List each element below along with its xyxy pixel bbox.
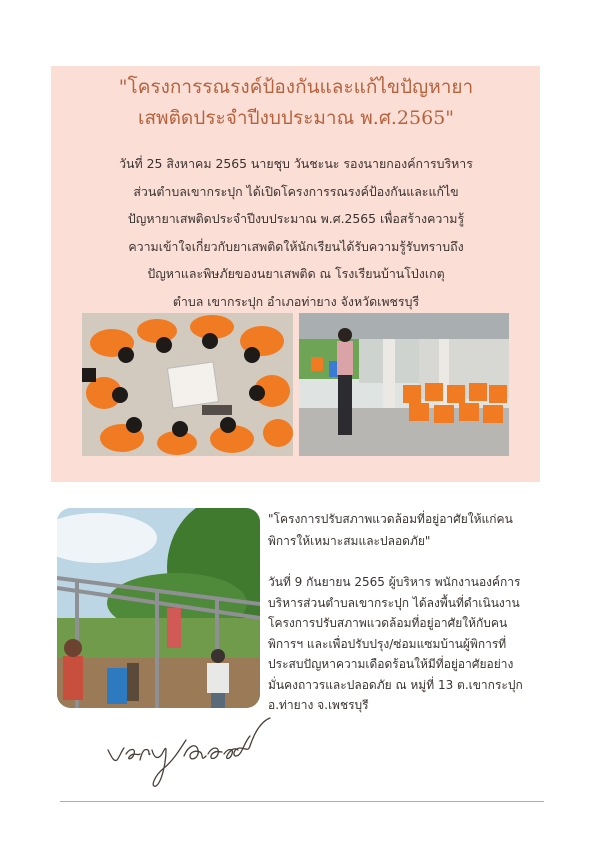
quote-line: "โครงการปรับสภาพแวดล้อมที่อยู่อาศัยให้แก่คน	[268, 512, 513, 526]
body-line: ส่วนตำบลเขากระปุก ได้เปิดโครงการรณรงค์ป้องกันและแก้ไข	[133, 183, 459, 199]
body-line: วันที่ 25 สิงหาคม 2565 นายชุบ วันชะนะ รองนายกองค์การบริหาร	[119, 156, 473, 171]
title-line: เสพติดประจำปีงบประมาณ พ.ศ.2565"	[137, 107, 455, 129]
section1-title	[60, 72, 532, 134]
body-line: ปัญหายาเสพติดประจำปีงบประมาณ พ.ศ.2565 เพื่อสร้างความรู้	[127, 211, 465, 226]
students-circle-photo	[82, 313, 293, 456]
body-line: บริหารส่วนตำบลเขากระปุก ได้ลงพื้นที่ดำเนินงาน	[268, 595, 520, 610]
body-line: ปัญหาและพิษภัยของนยาเสพติด ณ โรงเรียนบ้านโป่งเกตุ	[147, 266, 445, 281]
body-line: พิการฯ และเพื่อปรับปรุง/ซ่อมแซมบ้านผู้พิการที่	[268, 636, 507, 651]
section2-body	[268, 572, 558, 716]
construction-site-photo	[57, 508, 260, 708]
section1-body	[60, 150, 532, 315]
body-line: มั่นคงถาวรและปลอดภัย ณ หมู่ที่ 13 ต.เขากระปุก	[268, 677, 523, 692]
quote-line: พิการให้เหมาะสมและปลอดภัย"	[268, 534, 431, 548]
title-line: "โครงการรณรงค์ป้องกันและแก้ไขปัญหายา	[118, 76, 474, 98]
body-line: วันที่ 9 กันยายน 2565 ผู้บริหาร พนักงานองค์การ	[268, 575, 521, 589]
footer-divider	[60, 801, 544, 802]
body-line: ตำบล เขากระปุก อำเภอท่ายาง จังหวัดเพชรบุรี	[172, 293, 420, 309]
body-line: ประสบปัญหาความเดือดร้อนให้มีที่อยู่อาศัยอย่าง	[268, 657, 514, 671]
body-line: โครงการปรับสภาพแวดล้อมที่อยู่อาศัยให้กับคน	[268, 616, 508, 630]
body-line: อ.ท่ายาง จ.เพชรบุรี	[268, 698, 369, 712]
very-good-signature	[104, 716, 274, 790]
speaker-hall-photo	[299, 313, 509, 456]
body-line: ความเข้าใจเกี่ยวกับยาเสพติดให้นักเรียนได้รับความรู้รับทราบถึง	[128, 238, 464, 254]
section2-quote	[268, 508, 558, 552]
